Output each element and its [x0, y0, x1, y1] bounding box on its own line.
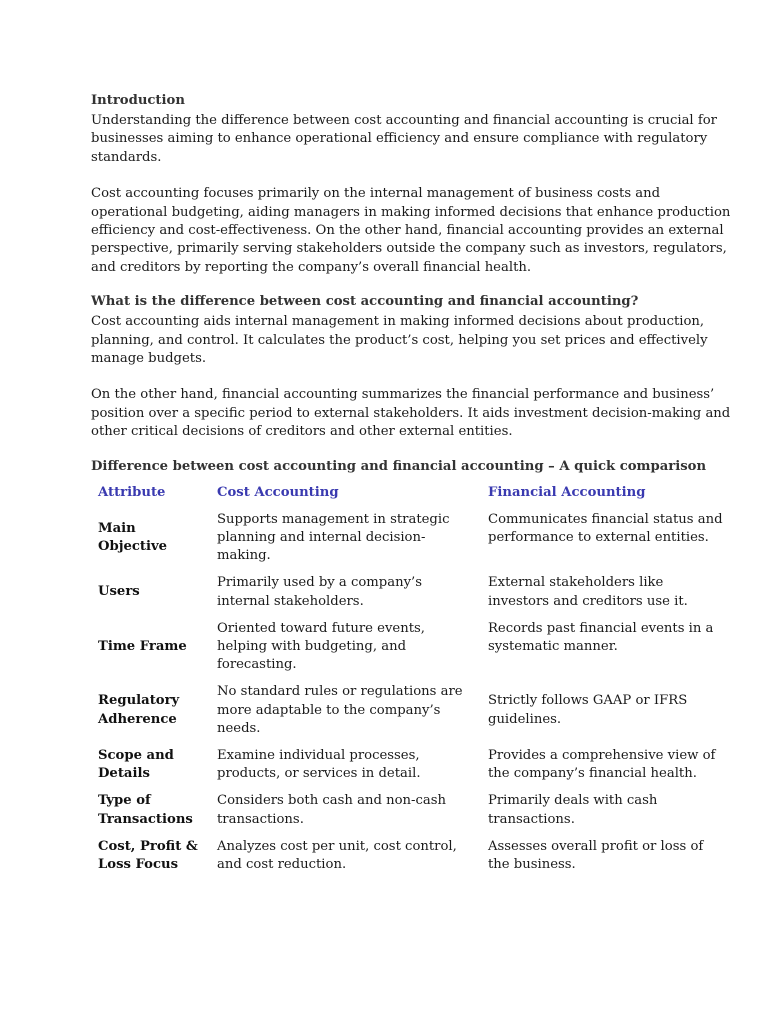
row-attribute: Type of Transactions	[98, 793, 193, 827]
difference-heading: What is the difference between cost accounting and financial accounting?	[91, 294, 639, 310]
difference-paragraph-1: Cost accounting aids internal management in making informed decisions about production, planning, and control. It calculates the product’s cost, helping you set prices and effectively manage budgets.	[91, 314, 708, 367]
row-cost: Considers both cash and non-cash transactions.	[217, 793, 446, 827]
table-row	[91, 789, 731, 834]
table-header-row	[91, 479, 731, 508]
row-attribute: Regulatory Adherence	[98, 693, 180, 727]
intro-paragraph-2: Cost accounting focuses primarily on the internal management of business costs and operational budgeting, aiding managers in making informed decisions that enhance production efficiency and cost-effectiveness. On the other hand, financial accounting provides an external perspective, primarily serving stakeholders outside the company such as investors, regulators, and creditors by reporting the company’s overall financial health.	[91, 186, 731, 275]
table-row	[91, 744, 731, 789]
table-row	[91, 835, 731, 880]
row-attribute: Users	[98, 584, 140, 600]
header-attribute: Attribute	[98, 484, 166, 500]
row-attribute: Cost, Profit & Loss Focus	[98, 838, 198, 872]
row-financial: Assesses overall profit or loss of the business.	[488, 838, 704, 872]
intro-paragraph-1: Understanding the difference between cost accounting and financial accounting is crucial for businesses aiming to enhance operational efficiency and ensure compliance with regulatory standards.	[91, 113, 717, 165]
row-cost: Oriented toward future events, helping with budgeting, and forecasting.	[217, 620, 425, 673]
row-attribute: Time Frame	[98, 638, 187, 654]
row-financial: Records past financial events in a systematic manner.	[488, 620, 714, 654]
comparison-heading: Difference between cost accounting and financial accounting – A quick comparison	[91, 458, 707, 474]
row-attribute: Main Objective	[98, 520, 168, 554]
header-cost-accounting: Cost Accounting	[217, 484, 339, 500]
document-page	[91, 92, 731, 880]
comparison-table	[91, 479, 731, 880]
row-cost: Supports management in strategic planning and internal decision-making.	[217, 511, 450, 564]
table-row	[91, 508, 731, 572]
header-financial-accounting: Financial Accounting	[488, 484, 646, 500]
row-attribute: Scope and Details	[98, 747, 174, 782]
row-financial: Communicates financial status and performance to external entities.	[488, 511, 723, 545]
table-row	[91, 571, 731, 616]
row-cost: No standard rules or regulations are more adaptable to the company’s needs.	[217, 684, 463, 736]
row-financial: Provides a comprehensive view of the company’s financial health.	[488, 747, 716, 782]
table-row	[91, 680, 731, 744]
row-financial: Strictly follows GAAP or IFRS guidelines.	[488, 693, 688, 727]
row-financial: External stakeholders like investors and creditors use it.	[488, 575, 688, 609]
introduction-heading: Introduction	[91, 93, 185, 108]
table-row	[91, 617, 731, 681]
row-financial: Primarily deals with cash transactions.	[488, 793, 658, 827]
row-cost: Analyzes cost per unit, cost control, and cost reduction.	[217, 838, 457, 872]
row-cost: Examine individual processes, products, or services in detail.	[217, 747, 421, 782]
row-cost: Primarily used by a company’s internal stakeholders.	[217, 575, 423, 609]
difference-paragraph-2: On the other hand, financial accounting summarizes the financial performance and business’ position over a specific period to external stakeholders. It aids investment decision-making and other critical decisions of creditors and other external entities.	[91, 387, 731, 440]
